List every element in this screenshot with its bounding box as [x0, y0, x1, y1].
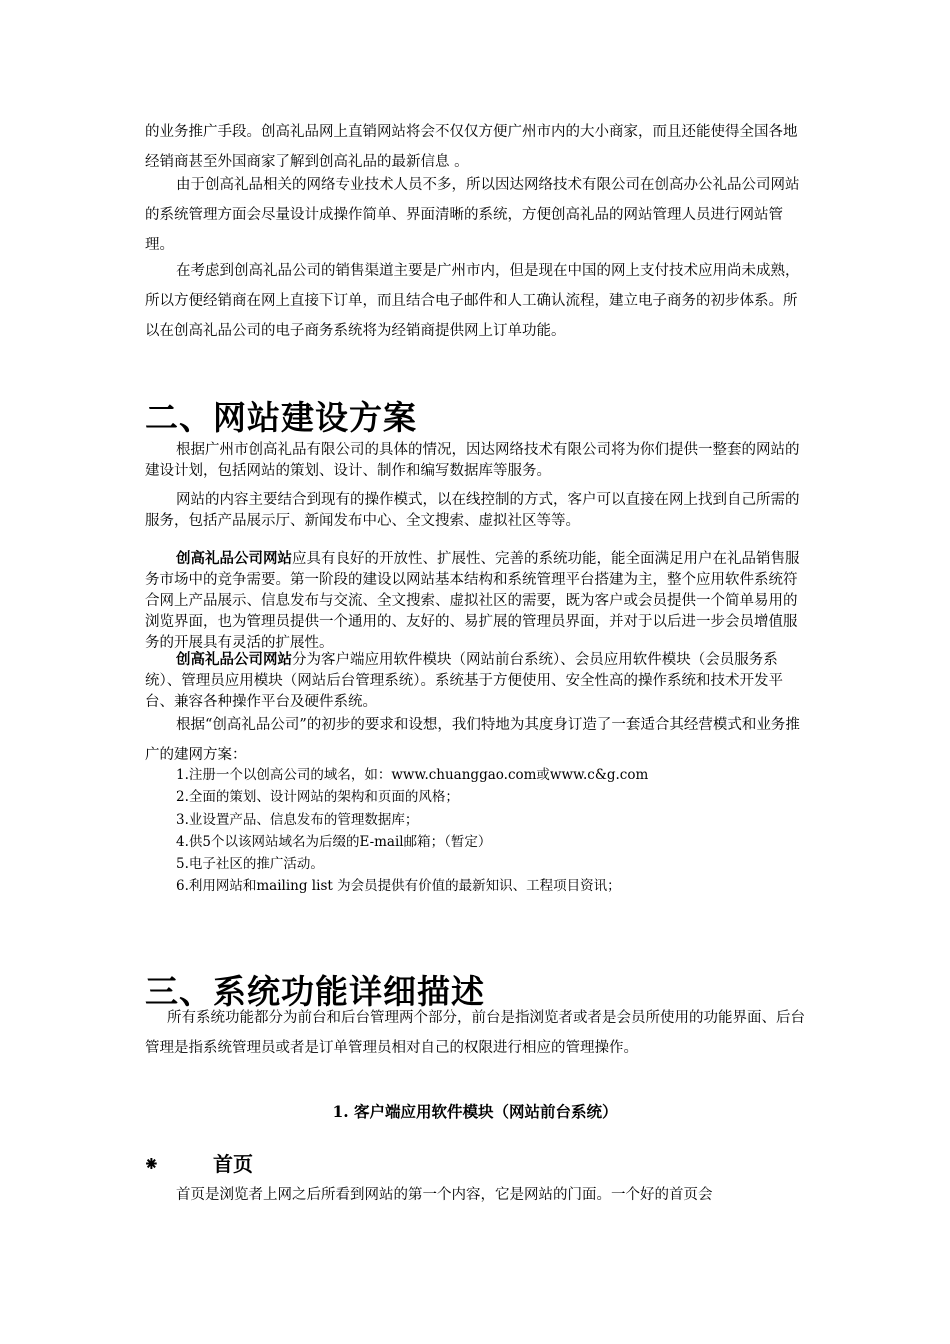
homepage-title: 首页 — [213, 1152, 253, 1176]
homepage-paragraph: 首页是浏览者上网之后所看到网站的第一个内容，它是网站的门面。一个好的首页会 — [176, 1187, 713, 1203]
intro-paragraph-3: 在考虑到创高礼品公司的销售渠道主要是广州市内，但是现在中国的网上支付技术应用尚未成熟，所以方便经销商在网上直接下订单，而且结合电子邮件和人工确认流程，建立电子商务的初步体系。所以在创高礼品公司的电子商务系统将为经销商提供网上订单功能。 — [145, 263, 800, 339]
section-2-paragraph-1: 根据广州市创高礼品有限公司的具体的情况，因达网络技术有限公司将为你们提供一整套的网站的建设计划，包括网站的策划、设计、制作和编写数据库等服务。 — [145, 442, 800, 479]
paragraph-3-text: 应具有良好的开放性、扩展性、完善的系统功能，能全面满足用户在礼品销售服务市场中的竞争需要。第一阶段的建设以网站基本结构和系统管理平台搭建为主，整个应用软件系统符合网上产品展示、信息发布与交流、全文搜索、虚拟社区的需要，既为客户或会员提供一个简单易用的浏览界面，也为管理员提供一个通用的、友好的、易扩展的管理员界面，并对于以后进一步会员增值服务的开展具有灵活的扩展性。 — [145, 551, 800, 651]
list-item: 4.供5个以该网站域名为后缀的E-mail邮箱；（暂定） — [176, 833, 492, 850]
intro-paragraph-1: 的业务推广手段。创高礼品网上直销网站将会不仅仅方便广州市内的大小商家，而且还能使得全国各地经销商甚至外国商家了解到创高礼品的最新信息 。 — [145, 124, 798, 170]
list-item: 6.利用网站和mailing list 为会员提供有价值的最新知识、工程项目资讯； — [176, 878, 621, 895]
list-item: 3.业设置产品、信息发布的管理数据库； — [176, 811, 419, 828]
section-2-paragraph-3 — [145, 549, 810, 654]
paragraph-4-text: 分为客户端应用软件模块（网站前台系统）、会员应用软件模块（会员服务系统）、管理员应用模块（网站后台管理系统）。系统基于方便使用、安全性高的操作系统和技术开发平台、兼容各种操作平台及硬件系统。 — [145, 652, 783, 710]
list-item: 2.全面的策划、设计网站的架构和页面的风格； — [176, 789, 459, 806]
section-2-paragraph-5: 根据“创高礼品公司”的初步的要求和设想，我们特地为其度身订造了一套适合其经营模式和业务推广的建网方案： — [145, 717, 800, 763]
company-site-bold: 创高礼品公司网站 — [176, 652, 292, 668]
homepage-heading — [143, 1148, 253, 1177]
list-item: 5.电子社区的推广活动。 — [176, 856, 324, 873]
intro-paragraph-2: 由于创高礼品相关的网络专业技术人员不多，所以因达网络技术有限公司在创高办公礼品公司网站的系统管理方面会尽量设计成操作简单、界面清晰的系统，方便创高礼品的网站管理人员进行网站管理。 — [145, 177, 800, 253]
section-3-heading: 三、系统功能详细描述 — [145, 972, 485, 1011]
company-site-bold: 创高礼品公司网站 — [176, 551, 292, 567]
asterism-bullet-icon: ⁕ — [143, 1152, 160, 1176]
section-2-paragraph-2: 网站的内容主要结合到现有的操作模式，以在线控制的方式，客户可以直接在网上找到自己所需的服务，包括产品展示厅、新闻发布中心、全文搜索、虚拟社区等等。 — [145, 492, 800, 529]
subsection-heading: 1. 客户端应用软件模块（网站前台系统） — [332, 1102, 618, 1121]
section-2-heading: 二、网站建设方案 — [145, 398, 417, 437]
section-2-paragraph-4 — [145, 650, 810, 713]
section-3-paragraph-1: 所有系统功能都分为前台和后台管理两个部分，前台是指浏览者或者是会员所使用的功能界面、后台管理是指系统管理员或者是订单管理员相对自己的权限进行相应的管理操作。 — [145, 1010, 805, 1056]
plan-list — [176, 764, 816, 898]
list-item: 1.注册一个以创高公司的域名，如：www.chuanggao.com或www.c&g.com — [176, 767, 649, 783]
